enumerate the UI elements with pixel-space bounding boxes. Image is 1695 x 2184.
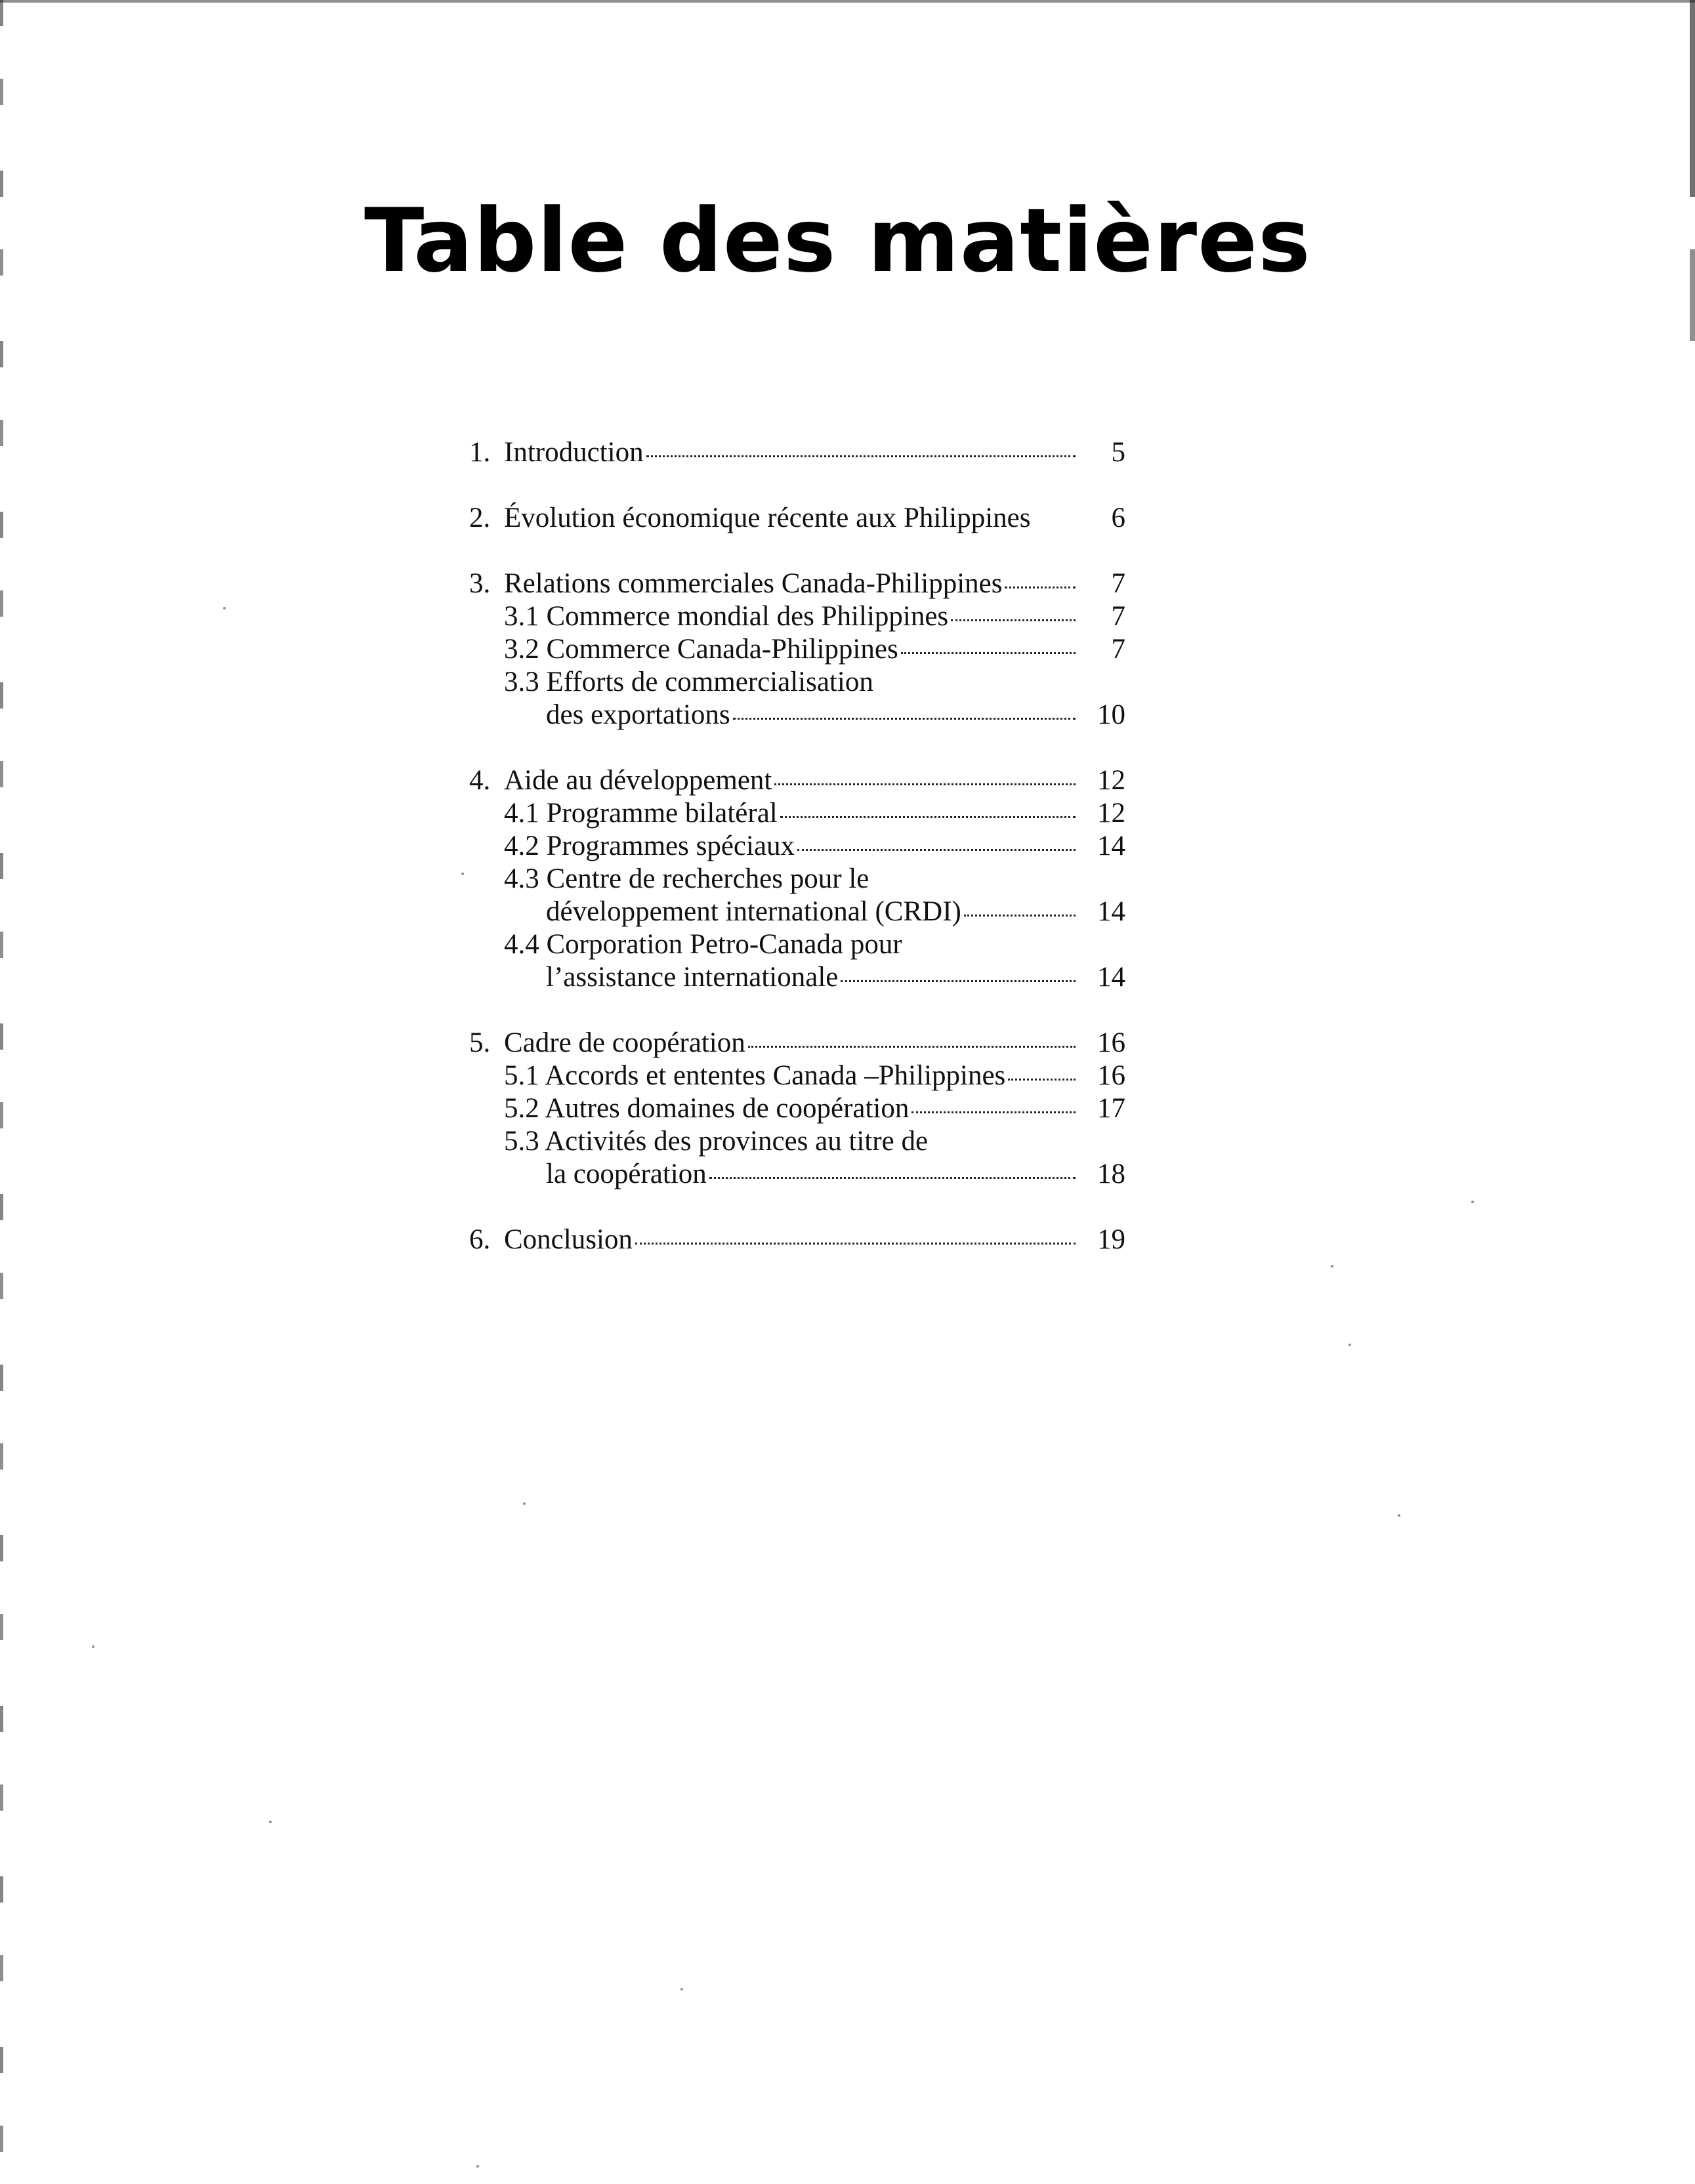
toc-entry-label: Aide au développement <box>504 765 772 796</box>
toc-entry-label: 4.2 Programmes spéciaux <box>504 831 795 861</box>
toc-entry-label: 4.4 Corporation Petro-Canada pour <box>504 929 902 960</box>
toc-entry-label: 4.3 Centre de recherches pour le <box>504 863 869 894</box>
toc-entry-relations-commerciales <box>469 567 1125 600</box>
toc-subentry-4-2 <box>469 830 1125 863</box>
toc-entry-label: 3.2 Commerce Canada-Philippines <box>504 634 898 665</box>
dot-leader <box>841 980 1076 982</box>
scan-speck <box>92 1645 94 1648</box>
toc-page-number: 12 <box>1097 765 1125 796</box>
scan-speck <box>461 873 464 875</box>
toc-entry-label: la coopération <box>546 1159 707 1189</box>
toc-entry-label: des exportations <box>546 699 730 730</box>
toc-page-number: 16 <box>1097 1060 1125 1091</box>
toc-entry-label: Cadre de coopération <box>504 1027 745 1058</box>
dot-leader <box>911 1111 1076 1113</box>
toc-section-number: 6. <box>469 1224 491 1255</box>
toc-entry-label: Conclusion <box>504 1224 633 1255</box>
toc-subentry-3-3-line1 <box>469 666 1125 699</box>
toc-entry-evolution-economique <box>469 502 1125 535</box>
toc-subentry-5-1 <box>469 1060 1125 1092</box>
toc-entry-label: 5.3 Activités des provinces au titre de <box>504 1126 929 1157</box>
toc-entry-label: Introduction <box>504 437 644 468</box>
dot-leader <box>1008 1079 1076 1081</box>
toc-page-number: 14 <box>1097 962 1125 993</box>
toc-page-number: 7 <box>1111 601 1125 632</box>
toc-page-number: 5 <box>1111 437 1125 468</box>
page-title: Table des matières <box>364 190 1311 292</box>
toc-page-number: 19 <box>1097 1224 1125 1255</box>
toc-section-number: 2. <box>469 503 491 533</box>
scan-speck <box>223 607 226 609</box>
toc-page-number: 16 <box>1097 1027 1125 1058</box>
scan-speck <box>476 2165 479 2168</box>
toc-subentry-4-3-line1 <box>469 863 1125 896</box>
scan-speck <box>1349 1344 1351 1346</box>
toc-section-number: 4. <box>469 765 491 796</box>
scan-speck <box>1471 1201 1474 1203</box>
toc-page-number: 12 <box>1097 798 1125 829</box>
scan-speck <box>269 1821 272 1823</box>
dot-leader <box>780 816 1076 818</box>
toc-subentry-3-2 <box>469 633 1125 666</box>
toc-section-number: 1. <box>469 437 491 468</box>
toc-subentry-5-3-line1 <box>469 1125 1125 1158</box>
toc-entry-label: Relations commerciales Canada-Philippines <box>504 568 1003 599</box>
scan-speck <box>523 1502 526 1505</box>
toc-entry-label: l’assistance internationale <box>546 962 839 993</box>
scan-speck <box>1331 1265 1333 1267</box>
toc-page-number: 7 <box>1111 568 1125 599</box>
toc-subentry-4-4-line1 <box>469 928 1125 961</box>
toc-entry-label: Évolution économique récente aux Philippines <box>504 503 1031 533</box>
toc-entry-conclusion <box>469 1224 1125 1256</box>
dot-leader <box>1005 587 1076 588</box>
toc-subentry-4-3-line2 <box>469 896 1125 928</box>
toc-entry-cadre-cooperation <box>469 1027 1125 1060</box>
toc-entry-label: 5.1 Accords et ententes Canada –Philippines <box>504 1060 1006 1091</box>
dot-leader <box>709 1177 1076 1179</box>
toc-subentry-5-2 <box>469 1092 1125 1125</box>
dot-leader <box>774 783 1076 785</box>
toc-section-number: 5. <box>469 1027 491 1058</box>
toc-entry-label: 3.1 Commerce mondial des Philippines <box>504 601 949 632</box>
toc-page-number: 6 <box>1111 503 1125 533</box>
scan-edge-top <box>0 0 1695 3</box>
toc-subentry-3-3-line2 <box>469 699 1125 731</box>
dot-leader <box>901 652 1076 654</box>
scan-speck <box>1398 1514 1400 1517</box>
toc-entry-introduction <box>469 436 1125 469</box>
scan-edge-left <box>0 0 3 2184</box>
toc-page-number: 14 <box>1097 831 1125 861</box>
dot-leader <box>646 455 1076 457</box>
toc-section-number: 3. <box>469 568 491 599</box>
toc-entry-label: 5.2 Autres domaines de coopération <box>504 1093 910 1124</box>
toc-page-number: 14 <box>1097 896 1125 927</box>
dot-leader <box>733 718 1076 720</box>
dot-leader <box>951 619 1076 621</box>
toc-subentry-3-1 <box>469 600 1125 633</box>
toc-page-number: 17 <box>1097 1093 1125 1124</box>
toc-subentry-5-3-line2 <box>469 1158 1125 1191</box>
toc-subentry-4-4-line2 <box>469 961 1125 994</box>
toc-entry-label: 4.1 Programme bilatéral <box>504 798 778 829</box>
dot-leader <box>748 1046 1076 1048</box>
dot-leader <box>797 849 1076 851</box>
toc-entry-label: développement international (CRDI) <box>546 896 961 927</box>
toc-page-number: 10 <box>1097 699 1125 730</box>
toc-subentry-4-1 <box>469 797 1125 830</box>
toc-page-number: 7 <box>1111 634 1125 665</box>
toc-entry-aide-developpement <box>469 764 1125 797</box>
scan-edge-right <box>1690 0 1695 2184</box>
dot-leader <box>635 1243 1076 1245</box>
scan-speck <box>680 1988 683 1990</box>
dot-leader <box>964 915 1076 917</box>
toc-page-number: 18 <box>1097 1159 1125 1189</box>
toc-entry-label: 3.3 Efforts de commercialisation <box>504 667 873 697</box>
table-of-contents <box>469 436 1125 1256</box>
